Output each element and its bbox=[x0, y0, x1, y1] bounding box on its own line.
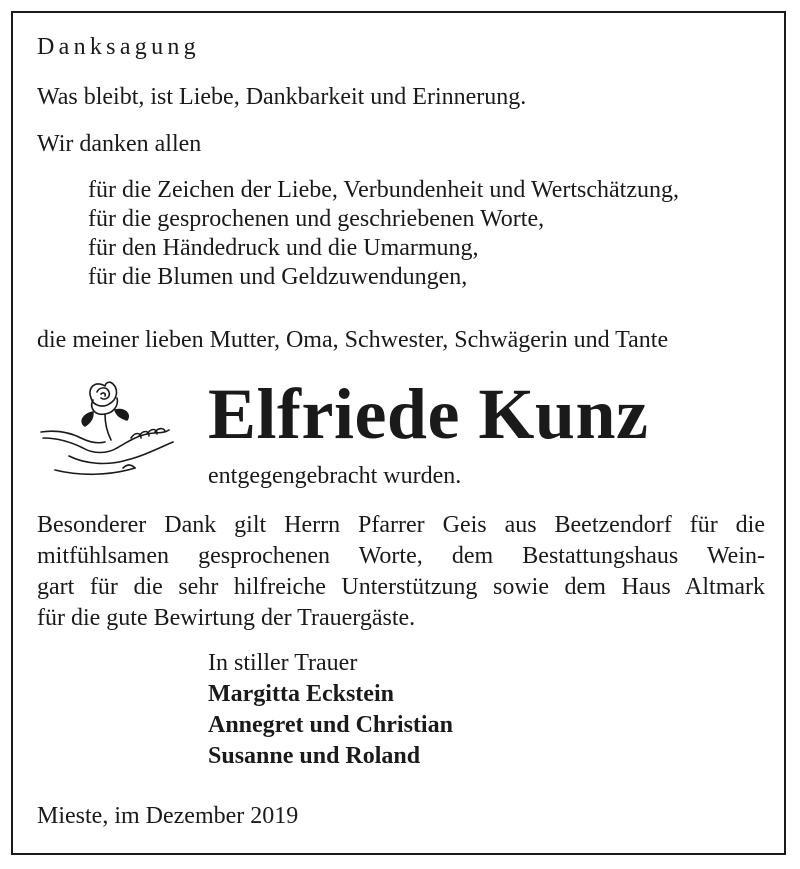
thanks-intro: Wir danken allen bbox=[37, 131, 202, 157]
dedication-line: die meiner lieben Mutter, Oma, Schwester, Schwägerin und Tante bbox=[37, 327, 669, 353]
received-line: entgegengebracht wurden. bbox=[208, 463, 462, 489]
special-thanks-line: für die gute Bewirtung der Trauergäste. bbox=[37, 605, 416, 631]
mourner-name: Annegret und Christian bbox=[208, 712, 453, 738]
mourner-name: Susanne und Roland bbox=[208, 743, 421, 769]
thanks-item: für die Blumen und Geldzuwendungen, bbox=[88, 264, 468, 290]
notice-heading: Danksagung bbox=[37, 34, 200, 60]
special-thanks-line: gart für die sehr hilfreiche Unterstützung sowie dem Haus Altmark bbox=[37, 574, 765, 600]
rose-in-hands-icon bbox=[35, 372, 185, 484]
special-thanks-line: mitfühlsamen gesprochenen Worte, dem Bestattungshaus Wein- bbox=[37, 543, 765, 569]
thanks-item: für die Zeichen der Liebe, Verbundenheit und Wertschätzung, bbox=[88, 177, 679, 203]
thanks-item: für die gesprochenen und geschriebenen Worte, bbox=[88, 206, 545, 232]
motto: Was bleibt, ist Liebe, Dankbarkeit und Erinnerung. bbox=[37, 84, 527, 110]
mourner-name: Margitta Eckstein bbox=[208, 681, 394, 707]
deceased-name: Elfriede Kunz bbox=[208, 374, 649, 454]
place-date: Mieste, im Dezember 2019 bbox=[37, 803, 299, 829]
thanks-item: für den Händedruck und die Umarmung, bbox=[88, 235, 479, 261]
special-thanks-line: Besonderer Dank gilt Herrn Pfarrer Geis aus Beetzendorf für die bbox=[37, 512, 765, 538]
mourning-intro: In stiller Trauer bbox=[208, 650, 358, 676]
special-thanks-paragraph bbox=[37, 510, 765, 634]
